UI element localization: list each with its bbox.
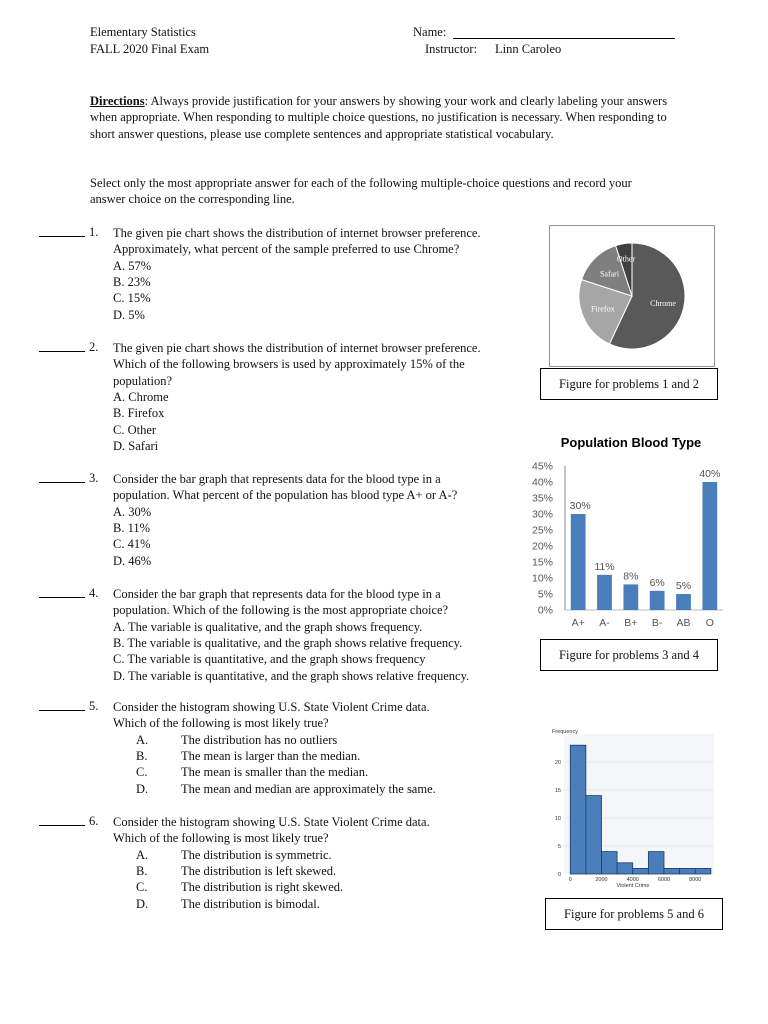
- y-tick-label: 5: [557, 844, 561, 850]
- caption-fig12: Figure for problems 1 and 2: [540, 368, 718, 400]
- question-text: Consider the bar graph that represents data for the blood type in a: [113, 472, 441, 486]
- x-tick-label: 2000: [595, 877, 608, 883]
- x-tick-label: 4000: [626, 877, 639, 883]
- answer-option-text: The mean and median are approximately the same.: [181, 781, 436, 796]
- histogram-bar: [680, 868, 696, 874]
- histogram-bar: [664, 868, 680, 874]
- answer-option-letter: C.: [136, 880, 148, 895]
- question-text: population. What percent of the population has blood type A+ or A-?: [113, 488, 458, 503]
- y-tick-label: 45%: [531, 460, 553, 473]
- question-text: Consider the histogram showing U.S. State Violent Crime data.: [113, 815, 430, 829]
- answer-option-text: The distribution has no outliers: [181, 732, 338, 747]
- answer-option: C. 41%: [113, 537, 151, 552]
- answer-option: B. 23%: [113, 274, 151, 289]
- bar-B+: [623, 584, 638, 610]
- instructor-label: Instructor:: [425, 42, 478, 56]
- answer-option-text: The mean is smaller than the median.: [181, 765, 369, 780]
- y-tick-label: 30%: [531, 508, 553, 521]
- answer-option: D. 5%: [113, 307, 145, 322]
- bar-data-label: 8%: [623, 570, 639, 583]
- answer-option: C. The variable is quantitative, and the graph shows frequency: [113, 652, 426, 667]
- exam-title: FALL 2020 Final Exam: [90, 42, 210, 56]
- x-tick-label: 8000: [689, 877, 702, 883]
- x-category-label: A+: [571, 617, 585, 629]
- y-tick-label: 20%: [531, 540, 553, 553]
- answer-option-letter: A.: [136, 847, 149, 862]
- y-tick-label: 40%: [531, 476, 553, 489]
- pie-label: Other: [616, 254, 636, 264]
- question-text: The given pie chart shows the distribution of internet browser preference.: [113, 341, 481, 355]
- chart-title: Population Blood Type: [560, 435, 702, 450]
- question-number: 5.: [89, 699, 99, 713]
- blood-type-bar-chart: [527, 430, 727, 640]
- answer-option-letter: C.: [136, 765, 148, 780]
- answer-option-text: The mean is larger than the median.: [181, 748, 361, 763]
- question-number: 3.: [89, 471, 99, 485]
- bar-data-label: 11%: [594, 560, 615, 573]
- y-tick-label: 15: [554, 788, 561, 794]
- question-text: population. Which of the following is the most appropriate choice?: [113, 603, 449, 618]
- question-text: Which of the following browsers is used by approximately 15% of the: [113, 357, 465, 372]
- bar-A+: [571, 514, 586, 610]
- histogram-bar: [586, 796, 602, 874]
- y-tick-label: 10: [554, 816, 561, 822]
- answer-option-letter: A.: [136, 732, 149, 747]
- answer-option: D. 46%: [113, 553, 152, 568]
- question-number: 2.: [89, 340, 99, 354]
- x-tick-label: 6000: [657, 877, 671, 883]
- answer-blank[interactable]: [39, 351, 85, 352]
- pie-label: Chrome: [650, 298, 676, 308]
- name-label: Name:: [413, 25, 447, 39]
- answer-option-letter: D.: [136, 781, 149, 796]
- y-tick-label: 0: [557, 872, 561, 878]
- bar-B-: [650, 591, 665, 610]
- answer-blank[interactable]: [39, 825, 85, 826]
- bar-A-: [597, 575, 612, 610]
- y-axis-label: Frequency: [552, 729, 578, 735]
- y-tick-label: 10%: [531, 572, 553, 585]
- answer-blank[interactable]: [39, 710, 85, 711]
- question-number: 6.: [89, 814, 99, 828]
- pie-label: Firefox: [591, 304, 615, 314]
- bar-AB: [676, 594, 691, 610]
- answer-blank[interactable]: [39, 236, 85, 237]
- course-title: Elementary Statistics: [90, 25, 196, 39]
- answer-option-text: The distribution is left skewed.: [181, 863, 337, 878]
- y-tick-label: 15%: [531, 556, 553, 569]
- x-category-label: AB: [676, 617, 691, 629]
- answer-option: A. 57%: [113, 258, 152, 273]
- histogram-bar: [570, 745, 586, 874]
- mc-instructions: Select only the most appropriate answer for each of the following multiple-choice questions and record your answer choice on the corresponding line.: [90, 176, 632, 207]
- answer-option: A. The variable is qualitative, and the graph shows frequency.: [113, 619, 423, 634]
- answer-option-letter: B.: [136, 863, 148, 878]
- question-text: The given pie chart shows the distribution of internet browser preference.: [113, 226, 481, 240]
- histogram-bar: [633, 868, 649, 874]
- question-number: 4.: [89, 586, 99, 600]
- y-tick-label: 35%: [531, 492, 553, 505]
- answer-option-letter: B.: [136, 748, 148, 763]
- bar-data-label: 40%: [699, 468, 721, 480]
- question-text: Consider the histogram showing U.S. State Violent Crime data.: [113, 700, 430, 714]
- y-tick-label: 20: [554, 760, 561, 766]
- y-tick-label: 0%: [537, 604, 553, 617]
- instructor-name: Linn Caroleo: [495, 42, 562, 56]
- bar-O: [702, 482, 717, 610]
- x-category-label: O: [705, 617, 714, 629]
- x-category-label: B-: [651, 617, 663, 629]
- answer-option-text: The distribution is right skewed.: [181, 880, 344, 895]
- pie-figure-frame: [549, 225, 715, 367]
- answer-option: A. 30%: [113, 504, 152, 519]
- question-number: 1.: [89, 225, 99, 239]
- question-text: Consider the bar graph that represents data for the blood type in a: [113, 587, 441, 601]
- bar-data-label: 30%: [569, 500, 591, 512]
- y-tick-label: 5%: [537, 588, 553, 601]
- answer-option: D. Safari: [113, 438, 159, 453]
- answer-option: A. Chrome: [113, 389, 169, 404]
- answer-blank[interactable]: [39, 597, 85, 598]
- histogram-bar: [695, 868, 711, 874]
- x-category-label: B+: [624, 617, 638, 629]
- answer-option-text: The distribution is symmetric.: [181, 847, 332, 862]
- answer-option: D. The variable is quantitative, and the graph shows relative frequency.: [113, 668, 470, 683]
- name-line[interactable]: [453, 38, 675, 39]
- directions: [90, 93, 680, 142]
- histogram-bar: [602, 852, 618, 874]
- caption-fig34: Figure for problems 3 and 4: [540, 639, 718, 671]
- answer-option-text: The distribution is bimodal.: [181, 896, 320, 911]
- pie-label: Safari: [599, 269, 620, 279]
- histogram-bar: [648, 852, 664, 874]
- answer-option-letter: D.: [136, 896, 149, 911]
- y-tick-label: 25%: [531, 524, 553, 537]
- directions-text: : Always provide justification for your answers by showing your work and clearly labeling your answers when appropriate. When responding to multiple choice questions, no justification is necessary. When responding to short answer questions, please use complete sentences and appropriate statistical vocabulary.: [90, 94, 668, 141]
- bar-data-label: 6%: [649, 576, 665, 589]
- bar-data-label: 5%: [675, 580, 692, 592]
- question-text: Approximately, what percent of the sample preferred to use Chrome?: [113, 242, 460, 257]
- violent-crime-histogram: [548, 724, 716, 894]
- answer-option: B. 11%: [113, 520, 151, 535]
- answer-option: B. Firefox: [113, 406, 165, 421]
- answer-option: C. 15%: [113, 291, 151, 306]
- caption-fig56: Figure for problems 5 and 6: [545, 898, 723, 930]
- x-category-label: A-: [599, 617, 610, 629]
- x-tick-label: 0: [568, 877, 572, 883]
- question-text: population?: [113, 373, 173, 388]
- directions-heading: Directions: [90, 94, 145, 108]
- histogram-bar: [617, 863, 633, 874]
- question-text: Which of the following is most likely true?: [113, 831, 329, 846]
- pie-chart: [550, 226, 714, 366]
- x-axis-label: Violent Crime: [616, 883, 650, 889]
- answer-option: B. The variable is qualitative, and the graph shows relative frequency.: [113, 635, 463, 650]
- question-text: Which of the following is most likely true?: [113, 716, 329, 731]
- answer-blank[interactable]: [39, 482, 85, 483]
- answer-option: C. Other: [113, 422, 157, 437]
